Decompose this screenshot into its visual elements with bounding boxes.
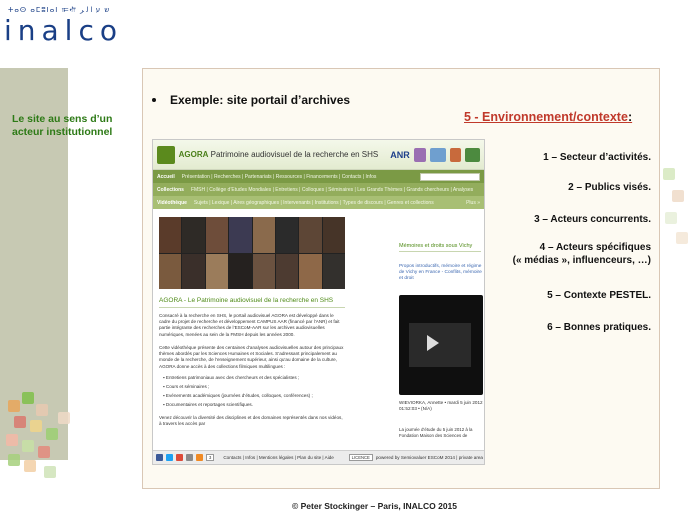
nav-collections-items[interactable]: FMSH | Collège d’Etudes Mondiales | Entretiens | Colloques | Séminaires | Les Grands Thèmes | Grands chercheurs | Analyses: [190, 186, 474, 193]
site-title-brand: AGORA: [178, 150, 209, 159]
site-body: [153, 209, 485, 449]
video-description: La journée d’étude du 5 juin 2012 à la Fondation Maison des Sciences de: [399, 427, 473, 438]
video-frame: [409, 323, 471, 367]
google-icon[interactable]: [176, 454, 183, 461]
criterion-1: 1 – Secteur d’activités.: [543, 152, 651, 163]
video-thumb[interactable]: [159, 254, 181, 290]
video-mosaic[interactable]: [159, 217, 345, 289]
decor-square: [676, 232, 688, 244]
video-thumb[interactable]: [253, 217, 275, 253]
list-item: ▪ Evénements académiques (journées d’études, colloques, conférences) ;: [163, 391, 343, 400]
inalco-logo: inalco: [4, 14, 123, 47]
video-thumb[interactable]: [206, 217, 228, 253]
video-thumb[interactable]: [253, 254, 275, 290]
video-thumb[interactable]: [229, 217, 251, 253]
main-heading: AGORA - Le Patrimoine audiovisuel de la recherche en SHS: [159, 297, 334, 304]
side-rule: [399, 251, 481, 252]
partner-logo: [465, 148, 480, 162]
collections-list: [163, 373, 343, 409]
list-item: ▪ Cours et séminaires ;: [163, 382, 343, 391]
decor-square: [8, 400, 20, 412]
nav-accueil-items[interactable]: Présentation | Recherches | Partenariats | Ressources | Financements | Contacts | Infos: [181, 173, 377, 180]
site-title: [179, 150, 379, 159]
nav-row-videotheque[interactable]: [153, 196, 484, 209]
video-meta: WIEVIORKA, Annette • mardi 5 juin 2012 01:52:03 • (N/A): [399, 400, 483, 411]
video-thumb[interactable]: [299, 217, 321, 253]
play-icon[interactable]: [427, 335, 439, 351]
decor-square: [58, 412, 70, 424]
nav-more-link[interactable]: Plus »: [466, 199, 480, 206]
video-thumb[interactable]: [182, 217, 204, 253]
criterion-2: 2 – Publics visés.: [568, 182, 651, 193]
list-item: ▪ Entretiens patrimoniaux avec des chercheurs et des spécialistes ;: [163, 373, 343, 382]
nav-videotheque-label[interactable]: Vidéothèque: [157, 199, 187, 206]
decor-square: [44, 466, 56, 478]
decor-square: [46, 428, 58, 440]
criterion-4: 4 – Acteurs spécifiques: [539, 242, 651, 253]
site-title-rest: Patrimoine audiovisuel de la recherche en SHS: [210, 150, 379, 159]
video-thumb[interactable]: [323, 217, 345, 253]
decor-square: [36, 404, 48, 416]
share-count: 3: [206, 454, 214, 461]
sidebar-label: Le site au sens d’un acteur institutionnel: [12, 113, 113, 138]
criterion-3: 3 – Acteurs concurrents.: [534, 214, 651, 225]
agora-logo-icon: [157, 146, 175, 164]
video-thumb[interactable]: [206, 254, 228, 290]
decor-square: [22, 392, 34, 404]
criterion-5: 5 – Contexte PESTEL.: [547, 290, 651, 301]
video-thumb[interactable]: [323, 254, 345, 290]
section-title-text: 5 - Environnement/contexte: [464, 110, 628, 124]
logo-scripts: ⵜⴰⵙ ⴰⵎⵓⵏⴰⵏ 𐎣𐎢 ש ע ﺍ ﻟ ﺮ: [8, 6, 111, 14]
nav-accueil-label[interactable]: Accueil: [157, 173, 175, 180]
side-heading: Mémoires et droits sous Vichy: [399, 243, 473, 249]
share-icon[interactable]: [196, 454, 203, 461]
video-thumb[interactable]: [299, 254, 321, 290]
copyright: © Peter Stockinger – Paris, INALCO 2015: [292, 501, 457, 511]
videotheque-paragraph: Cette vidéothèque présente des centaines d’analyses audiovisuelles autour des principaux thèmes abordés par les Sciences Humaines et Sociales. S’adressant principalement au monde de la recherche, de l’enseignement supérieur, ainsi qu’au domaine de la culture, AGORA donne accès à des collections filmiques multilingues :: [159, 345, 344, 369]
decor-square: [663, 168, 675, 180]
facebook-icon[interactable]: [156, 454, 163, 461]
heading-rule: [159, 307, 345, 308]
video-thumb[interactable]: [229, 254, 251, 290]
partner-logo: [450, 148, 462, 162]
partner-anr-logo: ANR: [390, 149, 410, 160]
site-search-input[interactable]: [420, 173, 480, 181]
section-title: [464, 110, 632, 124]
criterion-6: 6 – Bonnes pratiques.: [547, 322, 651, 333]
embedded-site-screenshot: [152, 139, 485, 465]
nav-row-accueil[interactable]: [153, 170, 484, 183]
video-player[interactable]: [399, 295, 483, 395]
decor-square: [14, 416, 26, 428]
site-header: [153, 140, 484, 170]
discover-paragraph: Venez découvrir la diversité des disciplines et des domaines représentés dans nos vidéos, à travers les accès par: [159, 415, 343, 427]
twitter-icon[interactable]: [166, 454, 173, 461]
video-thumb[interactable]: [276, 254, 298, 290]
licence-badge[interactable]: LICENCE: [349, 454, 373, 461]
section-title-colon: :: [627, 110, 633, 124]
email-icon[interactable]: [186, 454, 193, 461]
decor-square: [672, 190, 684, 202]
decor-square: [665, 212, 677, 224]
list-item: ▪ Documentaires et reportages scientifiques.: [163, 400, 343, 409]
decor-square: [24, 460, 36, 472]
bullet-text: Exemple: site portail d’archives: [170, 93, 351, 107]
nav-row-collections[interactable]: [153, 183, 484, 196]
powered-by[interactable]: powered by Semiovaluer ESCoM 2014 | private area: [375, 455, 483, 460]
decor-square: [8, 454, 20, 466]
video-thumb[interactable]: [276, 217, 298, 253]
decor-square: [30, 420, 42, 432]
intro-paragraph: Consacré à la recherche en SHS, le portail audiovisuel AGORA est développé dans le cadre du projet de recherche et développement CAMPUS AAR (financé par l’ANR) et fait partie intégrante des recherches de l’ESCoM-AAR sur les archives audiovisuelles numériques, menées au sein de la FMSH depuis les années 2000.: [159, 313, 340, 337]
bullet-row: [152, 93, 350, 107]
side-video-link[interactable]: Propos introductifs, mémoire et régime de Vichy en France - Conflits, mémoire et droit: [399, 264, 482, 282]
criterion-4-detail: (« médias », influenceurs, …): [512, 255, 651, 266]
decor-square: [22, 440, 34, 452]
video-thumb[interactable]: [159, 217, 181, 253]
site-footer: [153, 450, 485, 464]
footer-links[interactable]: Contacts | Infos | Mentions légales | Plan du site | Aide: [223, 455, 334, 460]
partner-logo: [414, 148, 426, 162]
decor-square: [38, 446, 50, 458]
bullet-dot: [152, 98, 156, 102]
decor-square: [6, 434, 18, 446]
partner-logo: [430, 148, 446, 162]
nav-collections-label[interactable]: Collections: [157, 186, 184, 193]
nav-videotheque-items[interactable]: Sujets | Lexique | Aires géographiques | Intervenants | Institutions | Types de discours | Genres et collections: [193, 199, 434, 206]
video-thumb[interactable]: [182, 254, 204, 290]
